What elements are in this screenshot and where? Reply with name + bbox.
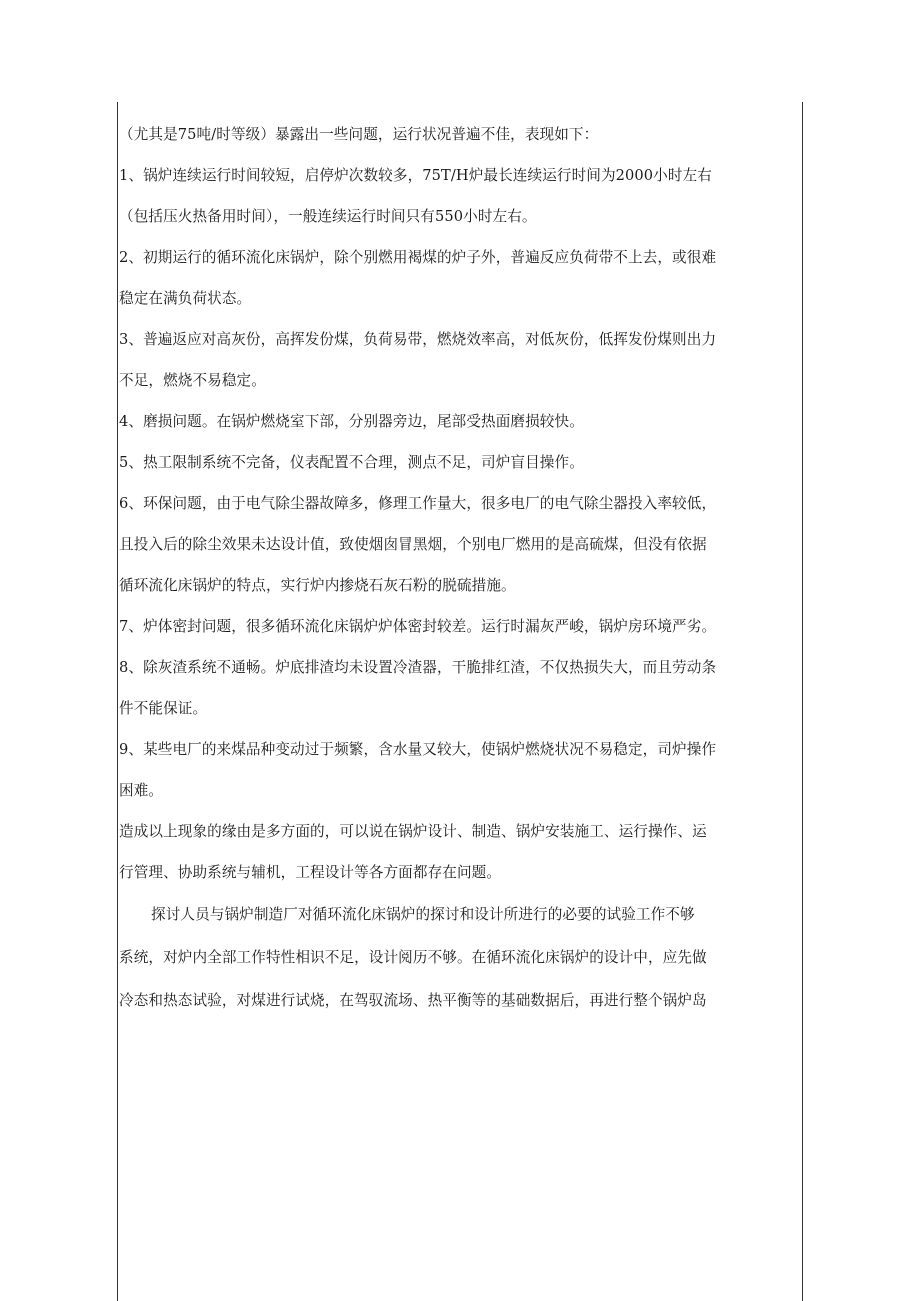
text-line: 困难。	[119, 782, 164, 799]
text-line: （包括压火热备用时间），一般连续运行时间只有550小时左右。	[119, 208, 537, 225]
list-item-9: 9、某些电厂的来煤品种变动过于频繁，含水量又较大，使锅炉燃烧状况不易稳定，司炉操作	[119, 741, 717, 758]
list-item-2: 2、初期运行的循环流化床锅炉，除个别燃用褐煤的炉子外，普遍反应负荷带不上去，或很难	[119, 249, 717, 266]
list-item-6: 6、环保问题，由于电气除尘器故障多，修理工作量大，很多电厂的电气除尘器投入率较低，	[119, 495, 717, 512]
summary-paragraph: 造成以上现象的缘由是多方面的，可以说在锅炉设计、制造、锅炉安装施工、运行操作、运	[119, 823, 707, 840]
text-line: 且投入后的除尘效果未达设计值，致使烟囱冒黑烟，个别电厂燃用的是高硫煤，但没有依据	[119, 536, 707, 553]
list-item-7: 7、炉体密封问题，很多循环流化床锅炉炉体密封较差。运行时漏灰严峻，锅炉房环境严劣。	[119, 618, 717, 635]
text-line: 不足，燃烧不易稳定。	[119, 372, 266, 389]
analysis-paragraph: 探讨人员与锅炉制造厂对循环流化床锅炉的探讨和设计所进行的必要的试验工作不够	[151, 906, 695, 923]
list-item-5: 5、热工限制系统不完备，仪表配置不合理，测点不足，司炉盲目操作。	[119, 454, 584, 471]
document-body	[117, 114, 803, 1022]
text-line: 行管理、协助系统与辅机，工程设计等各方面都存在问题。	[119, 864, 502, 881]
text-line: 系统，对炉内全部工作特性相识不足，设计阅历不够。在循环流化床锅炉的设计中，应先做	[119, 949, 707, 966]
list-item-3: 3、普遍返应对高灰份，高挥发份煤，负荷易带，燃烧效率高，对低灰份，低挥发份煤则出力	[119, 331, 717, 348]
list-item-1: 1、锅炉连续运行时间较短，启停炉次数较多，75T/H炉最长连续运行时间为2000小时左右	[119, 167, 712, 184]
text-line: （尤其是75吨/时等级）暴露出一些问题，运行状况普遍不佳，表现如下：	[119, 126, 599, 143]
list-item-8: 8、除灰渣系统不通畅。炉底排渣均未设置冷渣器，干脆排红渣，不仅热损失大，而且劳动条	[119, 659, 717, 676]
text-line: 循环流化床锅炉的特点，实行炉内掺烧石灰石粉的脱硫措施。	[119, 577, 516, 594]
list-item-4: 4、磨损问题。在锅炉燃烧室下部，分别器旁边，尾部受热面磨损较快。	[119, 413, 584, 430]
text-line: 稳定在满负荷状态。	[119, 290, 252, 307]
text-line: 件不能保证。	[119, 700, 208, 717]
text-line: 冷态和热态试验，对煤进行试烧，在驾驭流场、热平衡等的基础数据后，再进行整个锅炉岛	[119, 992, 707, 1009]
